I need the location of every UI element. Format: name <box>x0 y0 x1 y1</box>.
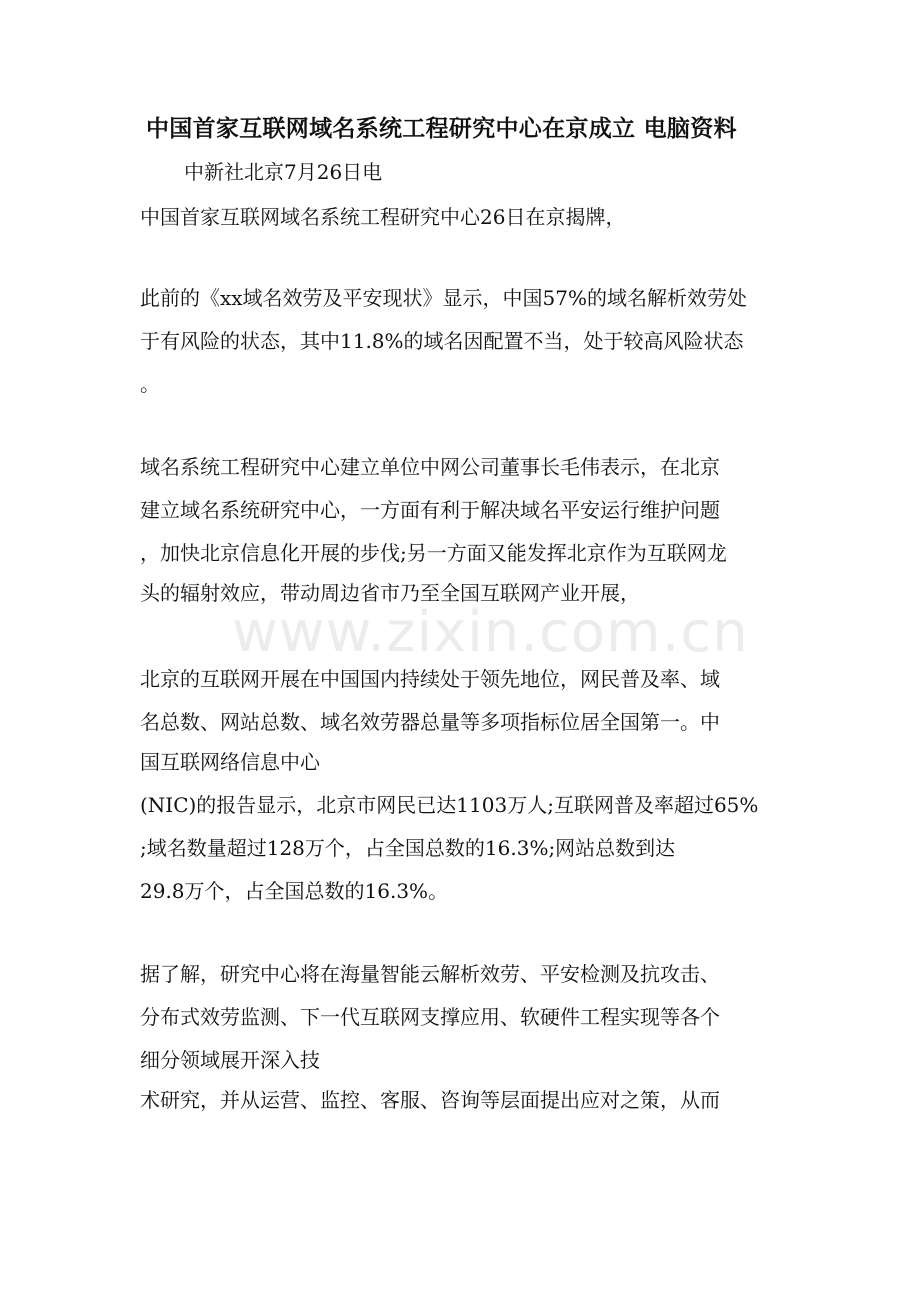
paragraph-line: 据了解，研究中心将在海量智能云解析效劳、平安检测及抗攻击、 <box>140 962 720 986</box>
paragraph-line: 术研究，并从运营、监控、客服、咨询等层面提出应对之策，从而 <box>140 1088 720 1112</box>
dateline: 中新社北京7月26日电 <box>184 160 383 184</box>
paragraph-line: 分布式效劳监测、下一代互联网支撑应用、软硬件工程实现等各个 <box>140 1005 720 1029</box>
paragraph-line: 建立域名系统研究中心，一方面有利于解决域名平安运行维护问题 <box>140 498 720 522</box>
paragraph-line: 域名系统工程研究中心建立单位中网公司董事长毛伟表示，在北京 <box>140 455 720 479</box>
paragraph-line: 名总数、网站总数、域名效劳器总量等多项指标位居全国第一。中 <box>140 710 720 734</box>
paragraph-line: 于有风险的状态，其中11.8%的域名因配置不当，处于较高风险状态 <box>140 329 744 353</box>
paragraph-line: 细分领域展开深入技 <box>140 1048 320 1072</box>
paragraph-line: 北京的互联网开展在中国国内持续处于领先地位，网民普及率、域 <box>140 667 720 691</box>
paragraph-line: 国互联网络信息中心 <box>140 750 320 774</box>
document-title: 中国首家互联网域名系统工程研究中心在京成立 电脑资料 <box>146 115 737 142</box>
paragraph-line: ，加快北京信息化开展的步伐;另一方面又能发挥北京作为互联网龙 <box>140 541 727 565</box>
paragraph-line: 29.8万个，占全国总数的16.3%。 <box>140 879 449 903</box>
watermark: www.zixin.com.cn <box>232 600 749 665</box>
paragraph-line: ;域名数量超过128万个，占全国总数的16.3%;网站总数到达 <box>140 836 676 860</box>
paragraph-line: (NIC)的报告显示，北京市网民已达1103万人;互联网普及率超过65% <box>140 793 759 817</box>
paragraph-line: 头的辐射效应，带动周边省市乃至全国互联网产业开展， <box>140 581 640 605</box>
paragraph-line: 。 <box>140 372 160 396</box>
paragraph-line: 此前的《xx域名效劳及平安现状》显示，中国57%的域名解析效劳处 <box>140 286 748 310</box>
paragraph-line: 中国首家互联网域名系统工程研究中心26日在京揭牌， <box>140 205 626 229</box>
